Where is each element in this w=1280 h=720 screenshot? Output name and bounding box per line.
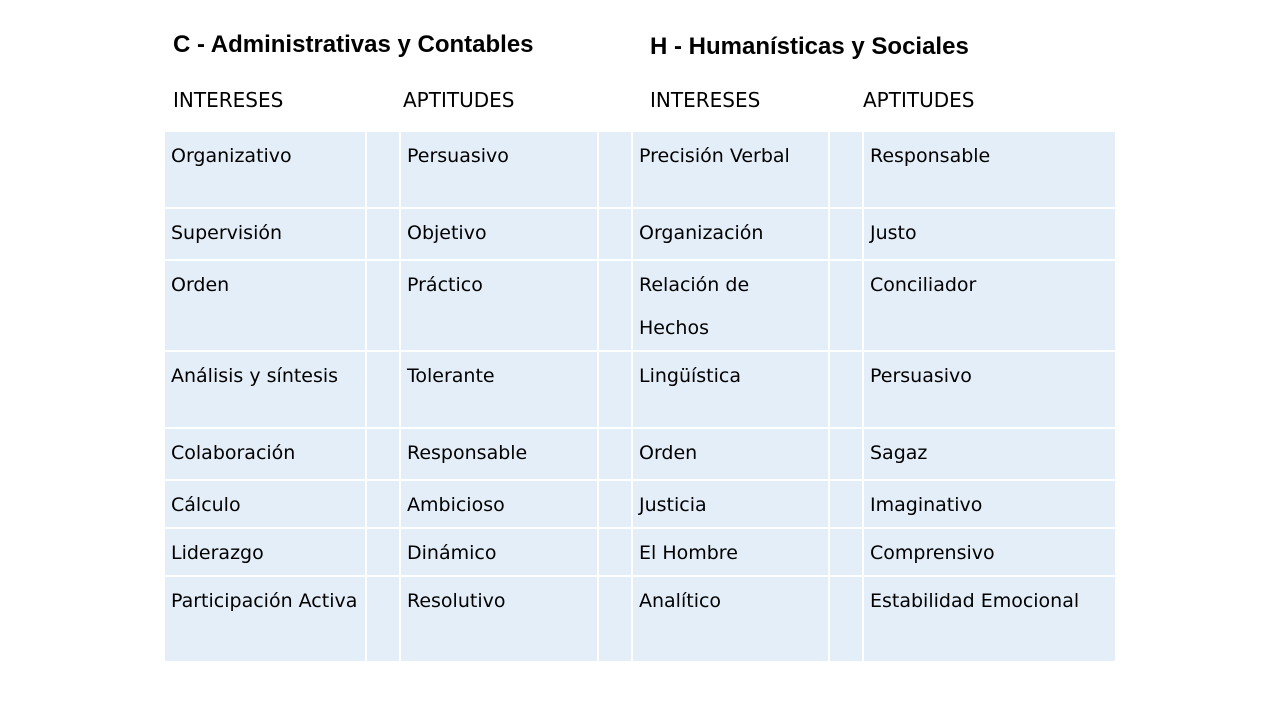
cell-aptitudes-c: Tolerante: [400, 351, 598, 428]
cell-aptitudes-h: Imaginativo: [863, 480, 1116, 528]
spacer-cell: [829, 428, 863, 480]
cell-aptitudes-h: Comprensivo: [863, 528, 1116, 576]
spacer-cell: [366, 260, 400, 351]
table-row: [164, 528, 1116, 576]
heading-administrativas-contables: C - Administrativas y Contables: [173, 31, 534, 58]
cell-intereses-h: Organización: [632, 208, 829, 260]
cell-aptitudes-h: Sagaz: [863, 428, 1116, 480]
cell-aptitudes-h: Persuasivo: [863, 351, 1116, 428]
cell-aptitudes-h: Estabilidad Emocional: [863, 576, 1116, 662]
table-row: [164, 260, 1116, 351]
spacer-cell: [366, 576, 400, 662]
spacer-cell: [829, 576, 863, 662]
cell-aptitudes-c: Dinámico: [400, 528, 598, 576]
aptitudes-table: [163, 130, 1117, 663]
spacer-cell: [829, 351, 863, 428]
spacer-cell: [598, 480, 632, 528]
cell-intereses-c: Liderazgo: [164, 528, 366, 576]
column-header-aptitudes-h: APTITUDES: [863, 88, 975, 112]
cell-intereses-c: Colaboración: [164, 428, 366, 480]
table-row: [164, 428, 1116, 480]
cell-aptitudes-h: Responsable: [863, 131, 1116, 208]
spacer-cell: [366, 131, 400, 208]
cell-intereses-h: Analítico: [632, 576, 829, 662]
cell-intereses-c: Organizativo: [164, 131, 366, 208]
cell-aptitudes-c: Objetivo: [400, 208, 598, 260]
cell-intereses-c: Participación Activa: [164, 576, 366, 662]
table-row: [164, 131, 1116, 208]
table-row: [164, 351, 1116, 428]
cell-intereses-h: Orden: [632, 428, 829, 480]
cell-aptitudes-c: Ambicioso: [400, 480, 598, 528]
cell-aptitudes-h: Conciliador: [863, 260, 1116, 351]
cell-intereses-c: Cálculo: [164, 480, 366, 528]
spacer-cell: [366, 480, 400, 528]
cell-aptitudes-c: Responsable: [400, 428, 598, 480]
column-header-intereses-h: INTERESES: [650, 88, 761, 112]
spacer-cell: [366, 208, 400, 260]
cell-aptitudes-c: Resolutivo: [400, 576, 598, 662]
cell-aptitudes-c: Práctico: [400, 260, 598, 351]
spacer-cell: [366, 351, 400, 428]
cell-intereses-h: Relación de Hechos: [632, 260, 829, 351]
column-header-intereses-c: INTERESES: [173, 88, 284, 112]
spacer-cell: [829, 260, 863, 351]
spacer-cell: [366, 528, 400, 576]
spacer-cell: [598, 428, 632, 480]
cell-intereses-c: Análisis y síntesis: [164, 351, 366, 428]
table-row: [164, 208, 1116, 260]
spacer-cell: [598, 208, 632, 260]
spacer-cell: [598, 351, 632, 428]
cell-aptitudes-h: Justo: [863, 208, 1116, 260]
cell-intereses-h: Lingüística: [632, 351, 829, 428]
heading-humanisticas-sociales: H - Humanísticas y Sociales: [650, 33, 969, 60]
spacer-cell: [598, 260, 632, 351]
spacer-cell: [829, 131, 863, 208]
spacer-cell: [366, 428, 400, 480]
spacer-cell: [598, 576, 632, 662]
spacer-cell: [598, 528, 632, 576]
cell-intereses-c: Orden: [164, 260, 366, 351]
cell-intereses-h: El Hombre: [632, 528, 829, 576]
cell-aptitudes-c: Persuasivo: [400, 131, 598, 208]
spacer-cell: [829, 528, 863, 576]
cell-intereses-h: Justicia: [632, 480, 829, 528]
table-row: [164, 480, 1116, 528]
spacer-cell: [829, 480, 863, 528]
cell-intereses-h: Precisión Verbal: [632, 131, 829, 208]
spacer-cell: [829, 208, 863, 260]
table-row: [164, 576, 1116, 662]
column-header-aptitudes-c: APTITUDES: [403, 88, 515, 112]
cell-intereses-c: Supervisión: [164, 208, 366, 260]
spacer-cell: [598, 131, 632, 208]
